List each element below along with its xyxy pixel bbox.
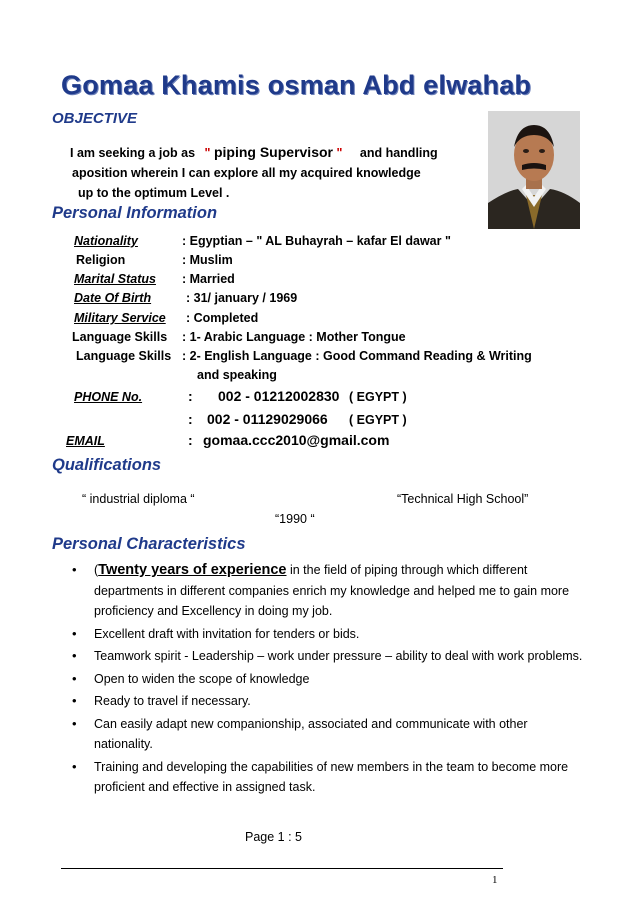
profile-photo (488, 111, 580, 229)
characteristics-list (72, 560, 584, 800)
phone-label: PHONE No. (74, 390, 143, 404)
religion-value: : Muslim (182, 253, 233, 267)
language-skills-label-2: Language Skills (76, 349, 172, 363)
date-of-birth-label: Date Of Birth (74, 291, 152, 305)
qualification-year: “1990 “ (275, 512, 315, 526)
list-item: • Teamwork spirit - Leadership – work under pressure – ability to deal with work problems. (94, 646, 584, 667)
experience-highlight: Twenty years of experience (98, 562, 287, 578)
position-title: piping Supervisor (213, 144, 333, 160)
phone-2-country: ( EGYPT ) (349, 413, 407, 427)
qualifications-heading: Qualifications (52, 456, 162, 474)
marital-status-value: : Married (182, 272, 235, 286)
list-item: • Ready to travel if necessary. (94, 691, 584, 712)
objective-line-1 (70, 144, 438, 160)
qualification-diploma: “ industrial diploma “ (82, 492, 195, 506)
list-item: • Training and developing the capabilities of new members in the team to become more proficient and effective in assigned task. (94, 757, 584, 798)
list-item (94, 560, 584, 622)
position-quote-open: " (204, 146, 211, 160)
candidate-name: Gomaa Khamis osman Abd elwahab (61, 70, 532, 100)
objective-heading: OBJECTIVE (52, 110, 138, 127)
characteristics-heading: Personal Characteristics (52, 535, 246, 553)
nationality-label: Nationality (74, 234, 138, 248)
experience-open-paren: ( (94, 563, 99, 577)
phone-1-colon: : (188, 388, 193, 404)
date-of-birth-value: : 31/ january / 1969 (186, 291, 298, 305)
language-skills-value-2: : 2- English Language : Good Command Reading & Writing (182, 349, 532, 363)
email-colon: : (188, 432, 193, 448)
language-skills-value-1: : 1- Arabic Language : Mother Tongue (182, 330, 406, 344)
objective-line1-end: and handling (359, 146, 438, 160)
list-item: • Open to widen the scope of knowledge (94, 669, 584, 690)
objective-line1-start: I am seeking a job as (70, 146, 196, 160)
email-address[interactable]: gomaa.ccc2010@gmail.com (203, 432, 390, 448)
personal-info-heading: Personal Information (52, 204, 218, 222)
military-service-label: Military Service (74, 311, 166, 325)
footer-divider (61, 868, 503, 869)
portrait-image (488, 111, 580, 229)
qualification-school: “Technical High School” (397, 492, 529, 506)
phone-1-country: ( EGYPT ) (349, 390, 407, 404)
phone-number-1[interactable]: 002 - 01212002830 (218, 388, 340, 404)
list-item: • Excellent draft with invitation for tenders or bids. (94, 624, 584, 645)
phone-2-colon: : (188, 411, 193, 427)
page-number: 1 (492, 874, 498, 886)
military-service-value: : Completed (186, 311, 259, 325)
objective-line-2: aposition wherein I can explore all my acquired knowledge (72, 166, 421, 180)
email-label: EMAIL (66, 434, 105, 448)
experience-description: in the field of piping through which different departments in different companies enrich my knowledge and helped me to gain more proficiency and Excellency in doing my job. (94, 563, 570, 618)
objective-line-3: up to the optimum Level . (78, 186, 230, 200)
nationality-value: : Egyptian – " AL Buhayrah – kafar El dawar " (182, 234, 451, 248)
position-quote-close: " (336, 146, 343, 160)
list-item: • Can easily adapt new companionship, associated and communicate with other nationality. (94, 714, 584, 755)
religion-label: Religion (76, 253, 126, 267)
marital-status-label: Marital Status (74, 272, 156, 286)
phone-number-2[interactable]: 002 - 01129029066 (207, 411, 328, 427)
language-skills-label-1: Language Skills (72, 330, 168, 344)
page-count: Page 1 : 5 (245, 830, 302, 844)
language-skills-continuation: and speaking (197, 368, 277, 382)
